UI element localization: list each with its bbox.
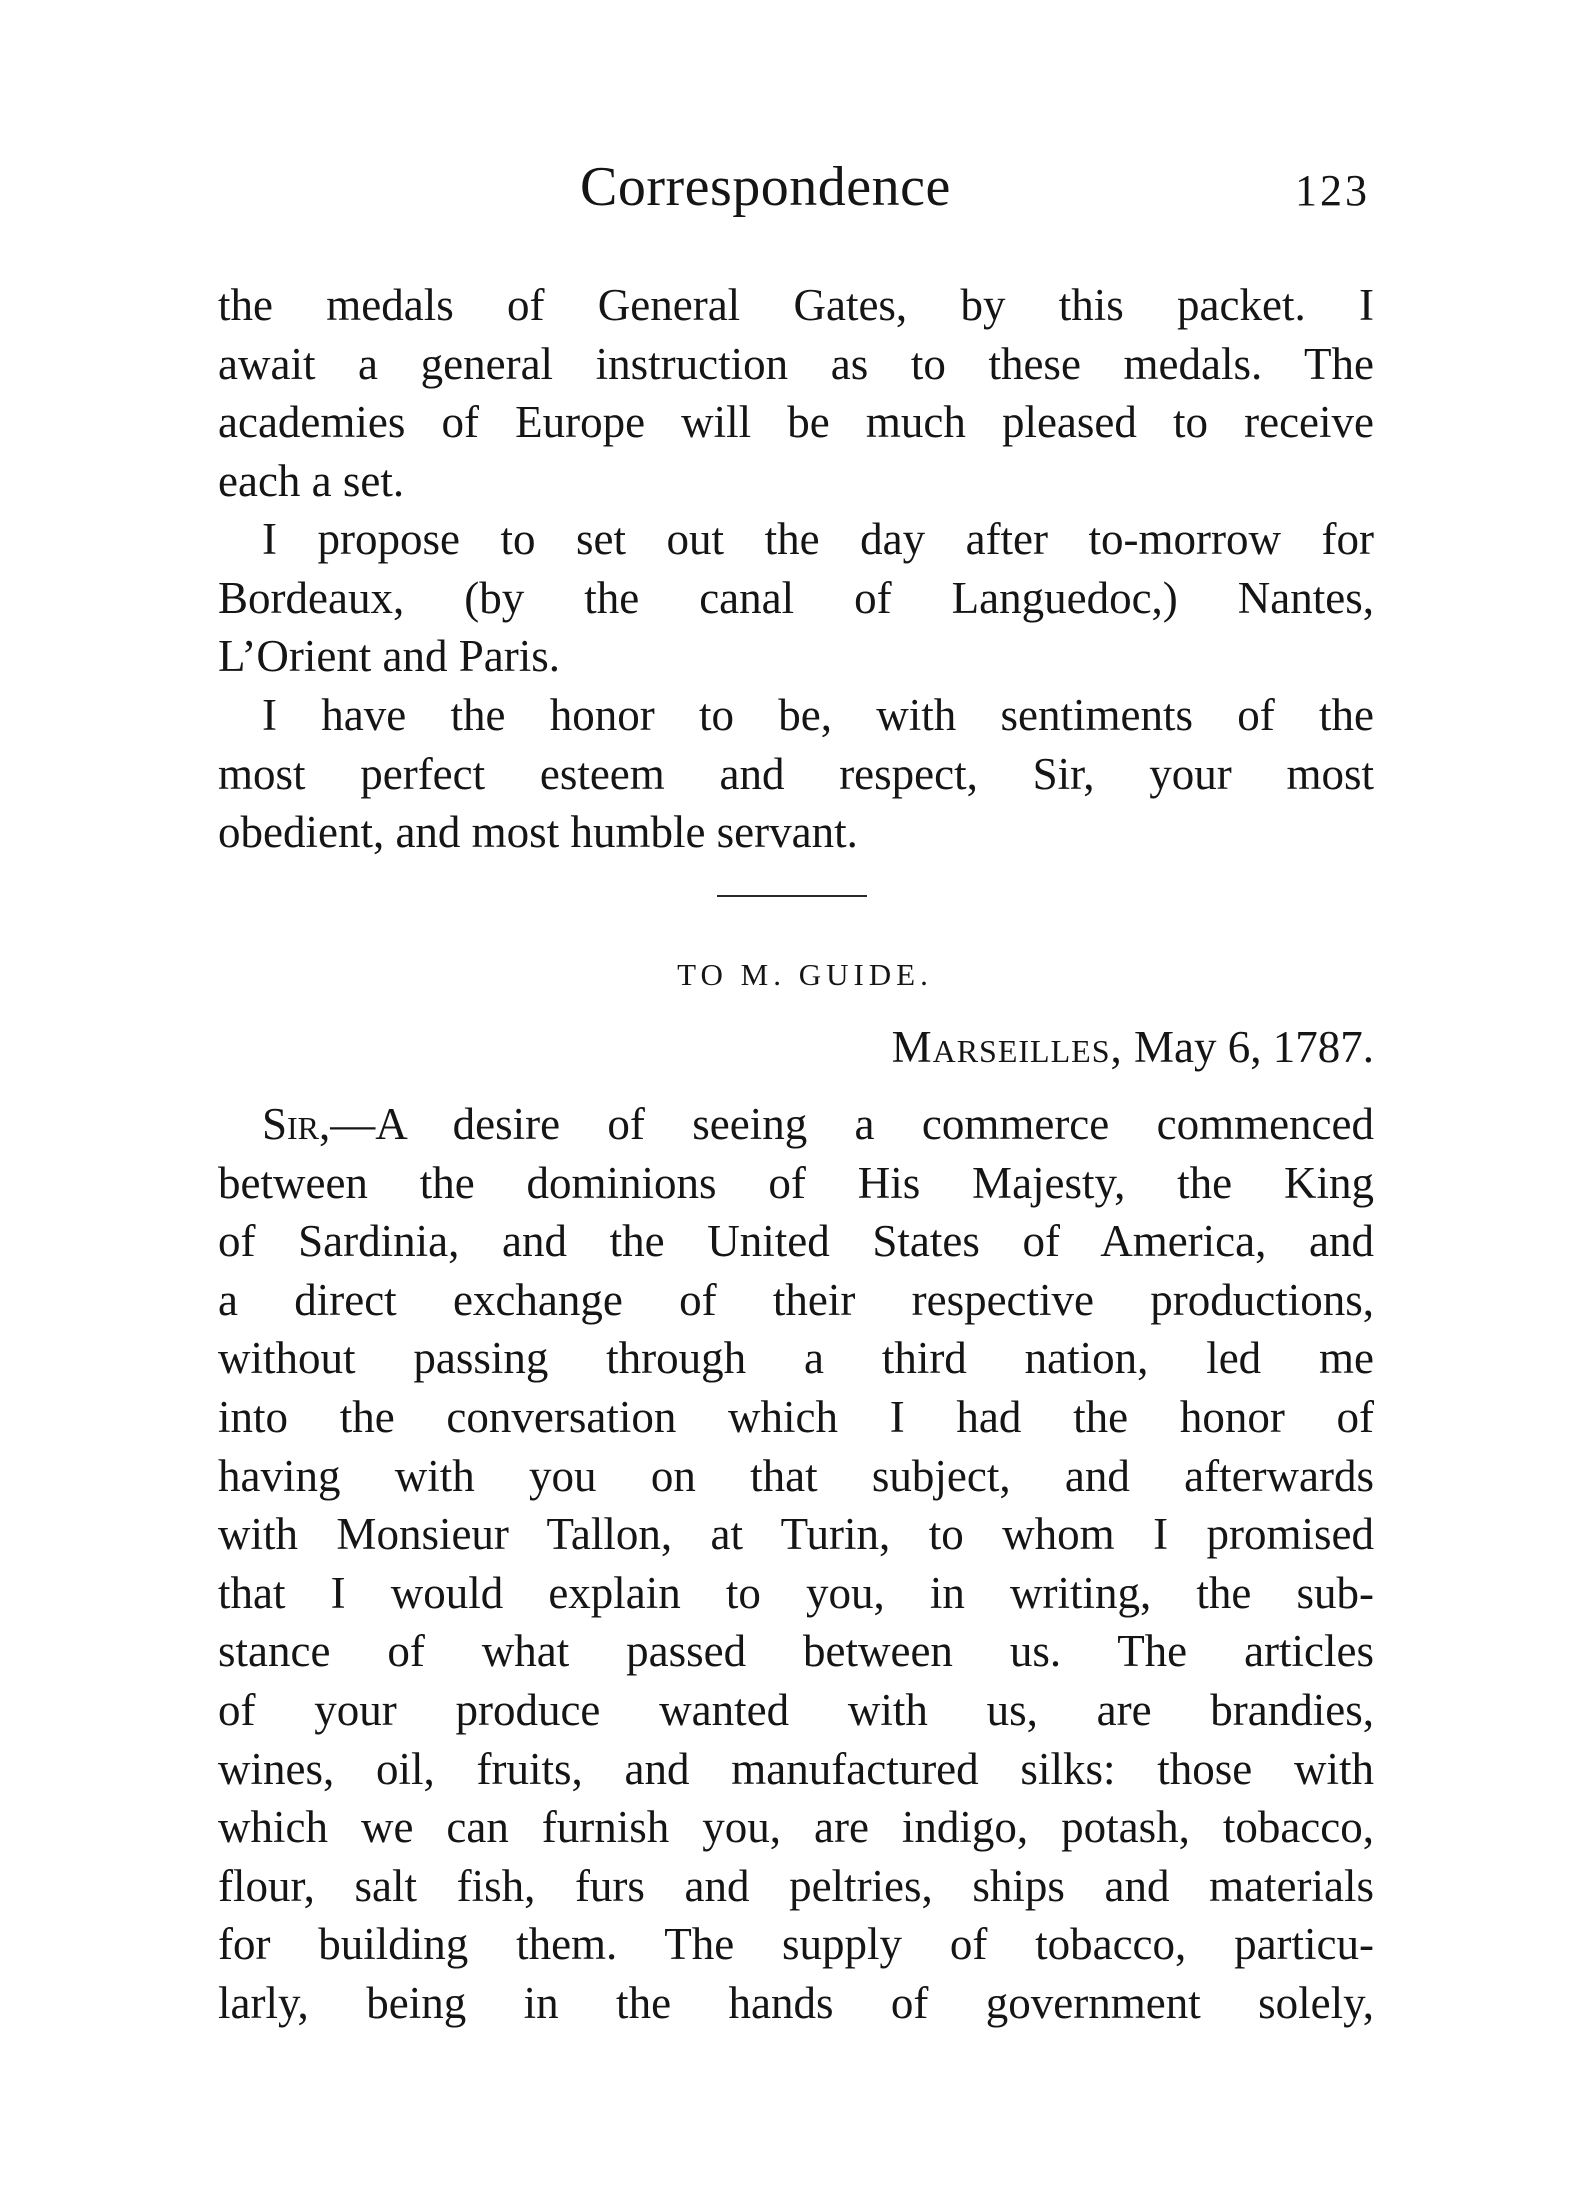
paragraph-medals (218, 276, 1374, 510)
text-line: L’Orient and Paris. (218, 631, 561, 682)
paragraph-travel-plans (218, 510, 1374, 686)
letter-heading: TO M. GUIDE. (677, 957, 933, 992)
dateline (740, 1018, 1374, 1076)
text-line: I propose to set out the day after to-morrow for (262, 514, 1374, 564)
text-line: the medals of General Gates, by this packet. I (218, 280, 1374, 330)
text-line: without passing through a third nation, led me (218, 1333, 1374, 1384)
text-line: wines, oil, fruits, and manufactured silks: those with (218, 1743, 1374, 1794)
text-line-first (218, 1095, 1374, 1154)
text-line: I have the honor to be, with sentiments of the (262, 690, 1374, 740)
text-line: stance of what passed between us. The articles (218, 1626, 1374, 1677)
page-number: 123 (1295, 166, 1370, 215)
text-line: for building them. The supply of tobacco, particu- (218, 1919, 1374, 1970)
running-head-title: Correspondence (580, 156, 951, 218)
text-line: await a general instruction as to these medals. The (218, 338, 1374, 389)
salutation: Sir, (262, 1099, 331, 1149)
text-line: of your produce wanted with us, are brandies, (218, 1684, 1374, 1735)
text-line: that I would explain to you, in writing, the sub- (218, 1567, 1374, 1618)
section-divider (717, 895, 867, 897)
text-line: flour, salt fish, furs and peltries, ships and materials (218, 1860, 1374, 1911)
text-line: academies of Europe will be much pleased to receive (218, 397, 1374, 448)
paragraph-letter-body (218, 1095, 1374, 2033)
text-line: larly, being in the hands of government solely, (218, 1977, 1374, 2028)
text-line: a direct exchange of their respective productions, (218, 1274, 1374, 1325)
text-line: of Sardinia, and the United States of America, and (218, 1216, 1374, 1267)
dateline-date: May 6, 1787. (1134, 1022, 1374, 1072)
text-line: having with you on that subject, and afterwards (218, 1450, 1374, 1501)
text-line: obedient, and most humble servant. (218, 807, 858, 858)
text-line: most perfect esteem and respect, Sir, your most (218, 748, 1374, 799)
text-line: Bordeaux, (by the canal of Languedoc,) Nantes, (218, 572, 1374, 623)
text-line: between the dominions of His Majesty, the King (218, 1157, 1374, 1208)
text-line: which we can furnish you, are indigo, potash, tobacco, (218, 1802, 1374, 1853)
paragraph-closing (218, 686, 1374, 862)
dateline-place: Marseilles, (891, 1022, 1123, 1072)
text-line: each a set. (218, 455, 405, 506)
first-line-text: —A desire of seeing a commerce commenced (330, 1099, 1374, 1149)
running-head (0, 152, 1596, 222)
text-line: into the conversation which I had the honor of (218, 1391, 1374, 1442)
text-line: with Monsieur Tallon, at Turin, to whom I promised (218, 1509, 1374, 1560)
